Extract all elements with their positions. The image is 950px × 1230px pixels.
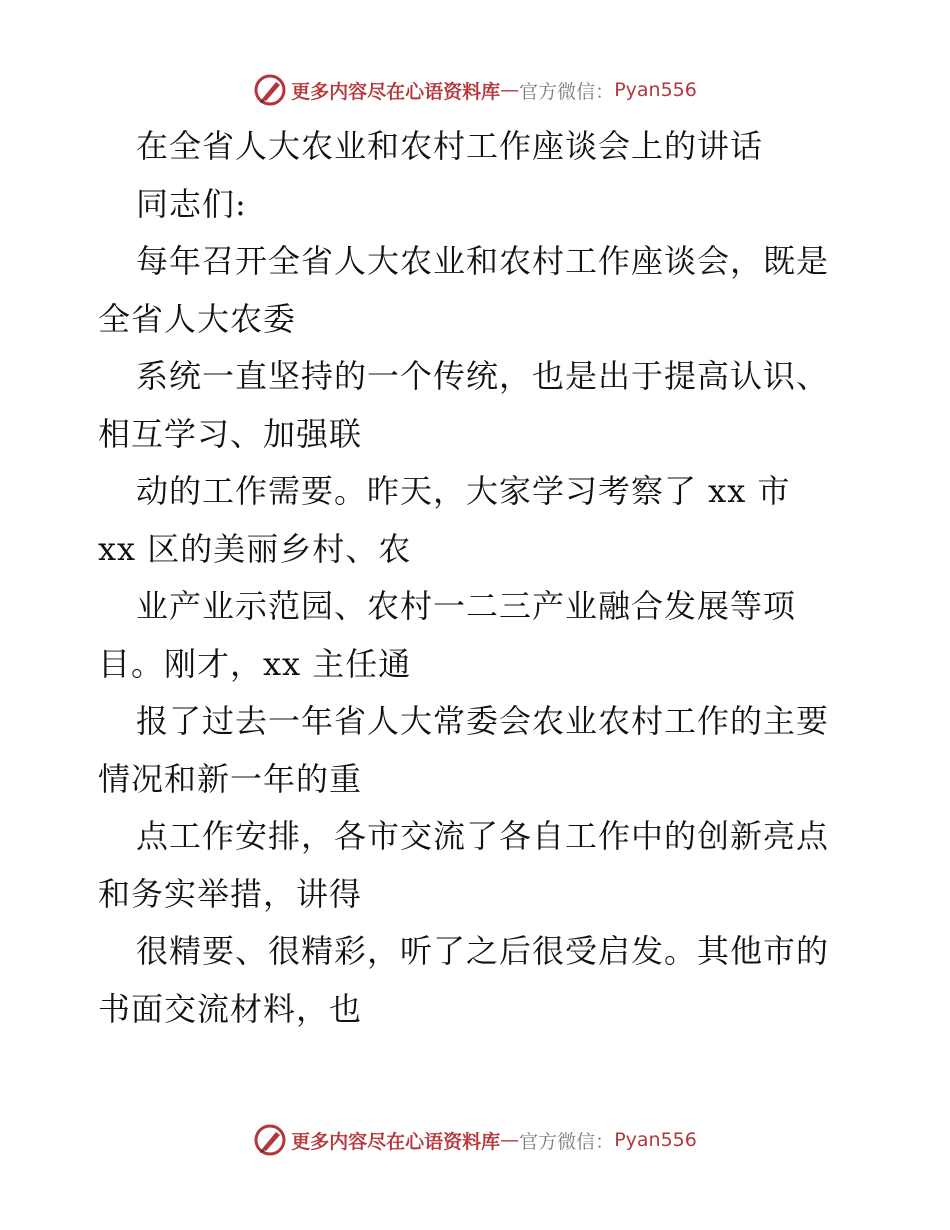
document-body [98,118,858,1038]
salutation: 同志们: [136,184,247,223]
text-line: 报了过去一年省人大常委会农业农村工作的主要 [136,702,830,740]
text-line: 点工作安排，各市交流了各自工作中的创新亮点 [136,817,830,855]
banner-label: 官方微信： [519,80,615,103]
header-banner [0,70,950,110]
text-line: 情况和新一年的重 [98,759,363,798]
text-line: 每年召开全省人大农业和农村工作座谈会，既是 [136,242,830,280]
text-line: 书面交流材料，也 [98,989,363,1028]
banner-dash: — [500,1129,520,1151]
text-line: 相互学习、加强联 [98,414,363,453]
footer-banner [0,1120,950,1160]
document-title: 在全省人大农业和农村工作座谈会上的讲话 [136,127,764,165]
banner-dash: — [500,79,520,101]
text-line: 很精要、很精彩，听了之后很受启发。其他市的 [136,932,830,970]
banner-label: 官方微信： [519,1130,615,1153]
banner-brand: 更多内容尽在心语资料库 [291,80,501,103]
banner-account: Pyan556 [614,1129,697,1151]
pen-in-circle-logo-icon [253,1123,287,1157]
text-line: 目。刚才，xx 主任通 [98,644,412,683]
pen-in-circle-logo-icon [253,73,287,107]
text-line: 动的工作需要。昨天，大家学习考察了 xx 市 [136,472,791,510]
text-line: 和务实举措，讲得 [98,874,363,913]
text-line: 全省人大农委 [98,299,297,338]
paragraph-lines [98,233,858,1038]
text-line: 业产业示范园、农村一二三产业融合发展等项 [136,587,797,625]
text-line: xx 区的美丽乡村、农 [98,529,412,568]
text-line: 系统一直坚持的一个传统，也是出于提高认识、 [136,357,830,395]
banner-brand: 更多内容尽在心语资料库 [291,1130,501,1153]
banner-account: Pyan556 [614,79,697,101]
